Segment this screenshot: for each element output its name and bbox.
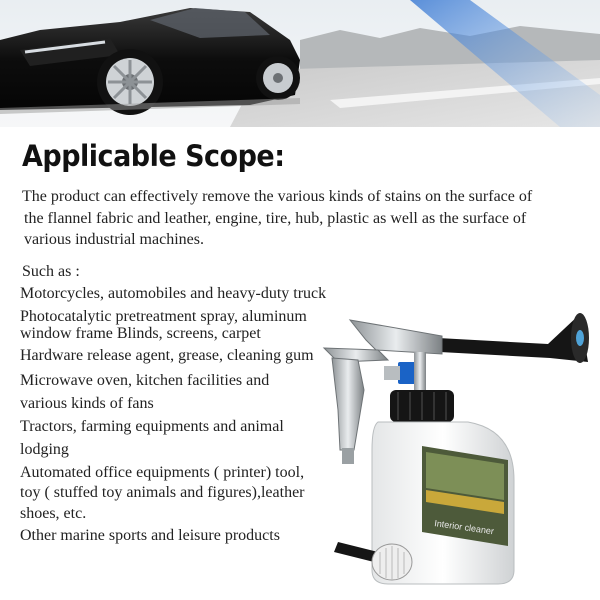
hero-car-banner (0, 0, 600, 127)
list-item: lodging (20, 441, 69, 458)
intro-paragraph (22, 186, 600, 251)
list-item: Hardware release agent, grease, cleaning gum (20, 347, 314, 364)
list-item: shoes, etc. (20, 505, 87, 522)
list-item: Photocatalytic pretreatment spray, aluminum (20, 308, 307, 325)
list-item: Microwave oven, kitchen facilities and (20, 372, 270, 389)
list-item: Motorcycles, automobiles and heavy-duty truck (20, 285, 327, 302)
tornado-cleaning-gun-image (318, 300, 600, 590)
list-item: toy ( stuffed toy animals and figures),leather (20, 484, 305, 501)
list-item: Tractors, farming equipments and animal (20, 418, 284, 435)
intro-line: The product can effectively remove the various kinds of stains on the surface of (22, 188, 533, 205)
list-item: Automated office equipments ( printer) tool, (20, 464, 305, 481)
intro-line: various industrial machines. (24, 231, 204, 248)
list-item: Other marine sports and leisure products (20, 527, 280, 544)
section-heading: Applicable Scope: (22, 140, 285, 174)
product-label-text: Interior cleaner (433, 518, 495, 537)
such-as-label: Such as : (22, 263, 80, 280)
sports-car-photo (0, 0, 600, 127)
intro-line: the flannel fabric and leather, engine, tire, hub, plastic as well as the surface of (24, 209, 527, 227)
list-item: window frame Blinds, screens, carpet (20, 325, 261, 342)
list-item: various kinds of fans (20, 395, 154, 412)
